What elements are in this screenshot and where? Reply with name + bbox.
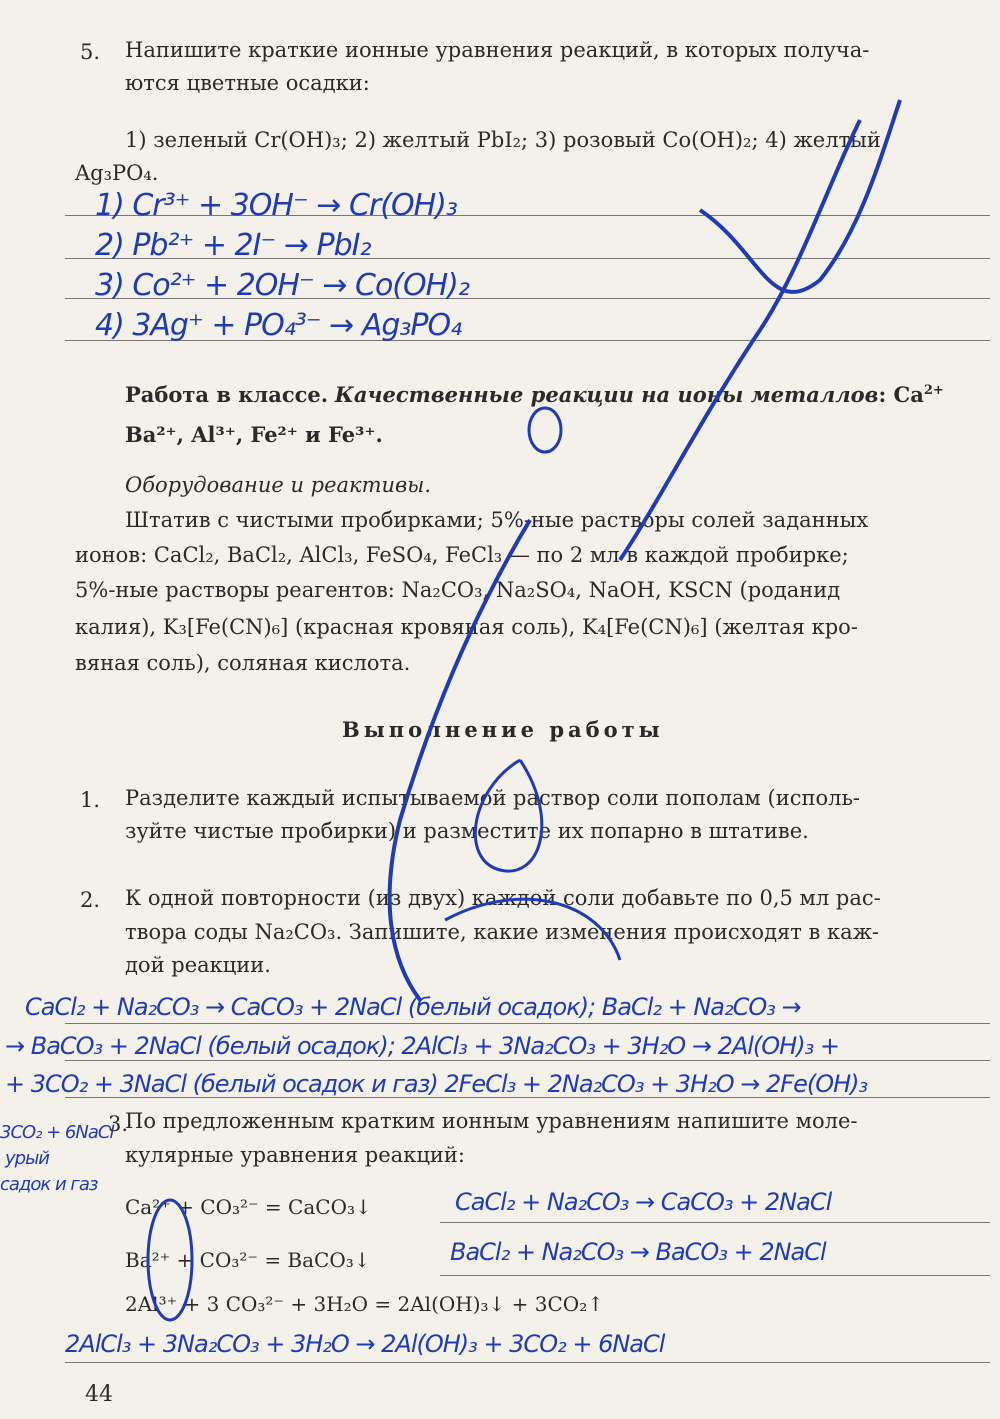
answer-line bbox=[440, 1222, 990, 1223]
step3-line1: По предложенным кратким ионным уравнениям напишите моле- bbox=[125, 1109, 858, 1133]
equipment-line: ионов: CaCl₂, BaCl₂, AlCl₃, FeSO₄, FeCl₃ — по 2 мл в каждой пробирке; bbox=[75, 543, 849, 567]
handwritten-answer: CaCl₂ + Na₂CO₃ → CaCO₃ + 2NaCl bbox=[455, 1188, 832, 1216]
task5-line1: Напишите краткие ионные уравнения реакций, в которых получа- bbox=[125, 38, 870, 62]
margin-note: садок и газ bbox=[0, 1174, 98, 1195]
classwork-title: Работа в классе. Качественные реакции на ионы металлов: $Ca^{2+}$ bbox=[125, 382, 944, 407]
handwritten-answer: → BaCO₃ + 2NaCl (белый осадок); 2AlCl₃ + 3Na₂CO₃ + 3H₂O → 2Al(OH)₃ + bbox=[5, 1032, 839, 1060]
letter-o-stroke bbox=[529, 408, 561, 452]
printed-equation: 2Al³⁺ + 3 CO₃²⁻ + 3H₂O = 2Al(OH)₃↓ + 3CO₂↑ bbox=[125, 1292, 604, 1316]
answer-line bbox=[65, 1362, 990, 1363]
handwritten-answer: 4) 3Ag⁺ + PO₄³⁻ → Ag₃PO₄ bbox=[95, 308, 462, 343]
step2-number: 2. bbox=[80, 888, 101, 912]
task5-line4: Ag₃PO₄. bbox=[75, 161, 159, 185]
classwork-label: Работа в классе. bbox=[125, 382, 329, 407]
answer-line bbox=[440, 1275, 990, 1276]
handwritten-answer: 3) Co²⁺ + 2OH⁻ → Co(OH)₂ bbox=[95, 268, 469, 303]
handwritten-answer: + 3CO₂ + 3NaCl (белый осадок и газ) 2FeCl₃ + 2Na₂CO₃ + 3H₂O → 2Fe(OH)₃ bbox=[5, 1070, 868, 1098]
margin-note: урый bbox=[5, 1148, 49, 1169]
step2-line1: К одной повторности (из двух) каждой соли добавьте по 0,5 мл рас- bbox=[125, 886, 881, 910]
equipment-line: Штатив с чистыми пробирками; 5%-ные растворы солей заданных bbox=[125, 508, 869, 532]
handwritten-answer: BaCl₂ + Na₂CO₃ → BaCO₃ + 2NaCl bbox=[450, 1238, 826, 1266]
procedure-heading: Выполнение работы bbox=[342, 717, 664, 742]
step2-line2: твора соды Na₂CO₃. Запишите, какие изменения происходят в каж- bbox=[125, 920, 880, 944]
answer-line bbox=[65, 1060, 990, 1061]
handwritten-answer: 2) Pb²⁺ + 2I⁻ → PbI₂ bbox=[95, 228, 371, 263]
page-number: 44 bbox=[85, 1382, 113, 1407]
task5-number: 5. bbox=[80, 40, 101, 64]
step3-number: 3. bbox=[108, 1112, 129, 1136]
step1-line2: зуйте чистые пробирки) и разместите их попарно в штативе. bbox=[125, 819, 809, 843]
printed-equation: Ba²⁺ + CO₃²⁻ = BaCO₃↓ bbox=[125, 1248, 371, 1272]
handwritten-answer: 1) Cr³⁺ + 3OH⁻ → Cr(OH)₃ bbox=[95, 188, 457, 223]
handwritten-answer: CaCl₂ + Na₂CO₃ → CaCO₃ + 2NaCl (белый осадок); BaCl₂ + Na₂CO₃ → bbox=[25, 993, 801, 1021]
classwork-title-cont: Ba²⁺, Al³⁺, Fe²⁺ и Fe³⁺. bbox=[125, 422, 383, 447]
task5-line3: 1) зеленый Cr(OH)₃; 2) желтый PbI₂; 3) розовый Co(OH)₂; 4) желтый bbox=[125, 128, 881, 152]
step1-line1: Разделите каждый испытываемой раствор соли пополам (исполь- bbox=[125, 786, 860, 810]
answer-line bbox=[65, 1023, 990, 1024]
step3-line2: кулярные уравнения реакций: bbox=[125, 1143, 465, 1167]
classwork-topic: Качественные реакции на ионы металлов bbox=[334, 382, 879, 407]
equipment-line: 5%-ные растворы реагентов: Na₂CO₃, Na₂SO₄, NaOH, KSCN (роданид bbox=[75, 578, 841, 602]
step2-line3: дой реакции. bbox=[125, 953, 271, 977]
equipment-line: калия), K₃[Fe(CN)₆] (красная кровяная соль), K₄[Fe(CN)₆] (желтая кро- bbox=[75, 615, 858, 639]
margin-note: 3CO₂ + 6NaCl bbox=[0, 1122, 114, 1143]
step1-number: 1. bbox=[80, 788, 101, 812]
task5-line2: ются цветные осадки: bbox=[125, 71, 370, 95]
handwritten-answer: 2AlCl₃ + 3Na₂CO₃ + 3H₂O → 2Al(OH)₃ + 3CO₂ + 6NaCl bbox=[65, 1330, 665, 1358]
equipment-line: вяная соль), соляная кислота. bbox=[75, 651, 411, 675]
classwork-topic-ions: : Ca bbox=[878, 382, 924, 407]
equipment-heading: Оборудование и реактивы. bbox=[125, 473, 432, 497]
printed-equation: Ca²⁺ + CO₃²⁻ = CaCO₃↓ bbox=[125, 1195, 372, 1219]
